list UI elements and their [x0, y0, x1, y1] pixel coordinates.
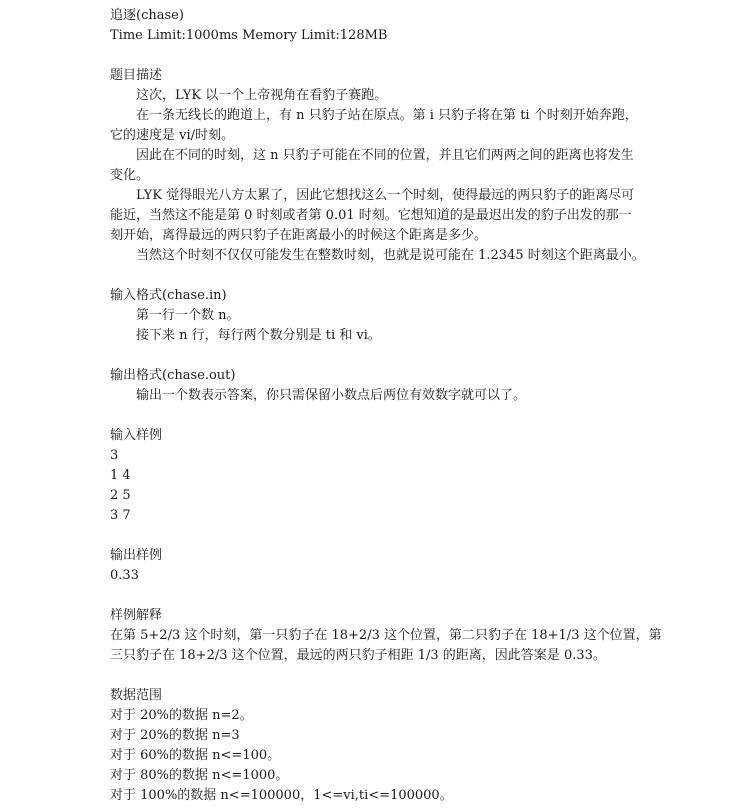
- constraint-line: 对于 20%的数据 n=2。: [110, 708, 253, 723]
- input-format-heading: 输入格式(chase.in): [110, 288, 227, 303]
- description-heading: 题目描述: [110, 68, 163, 83]
- sample-input-line: 3: [110, 448, 119, 463]
- constraint-line: 对于 20%的数据 n=3: [110, 728, 240, 743]
- description-line: 它的速度是 vi/时刻。: [110, 128, 235, 143]
- description-line: 当然这个时刻不仅仅可能发生在整数时刻，也就是说可能在 1.2345 时刻这个距离最小。: [136, 248, 645, 263]
- description-line: 能近，当然这不能是第 0 时刻或者第 0.01 时刻。它想知道的是最迟出发的豹子出发的那一: [110, 208, 632, 223]
- description-line: 变化。: [110, 168, 150, 183]
- input-format-line: 接下来 n 行，每行两个数分别是 ti 和 vi。: [136, 328, 381, 343]
- description-line: 在一条无线长的跑道上，有 n 只豹子站在原点。第 i 只豹子将在第 ti 个时刻开始奔跑，: [136, 108, 638, 123]
- constraint-line: 对于 80%的数据 n<=1000。: [110, 768, 289, 783]
- sample-output-line: 0.33: [110, 568, 139, 583]
- input-format-line: 第一行一个数 n。: [136, 308, 240, 323]
- output-format-heading: 输出格式(chase.out): [110, 368, 236, 383]
- sample-output-heading: 输出样例: [110, 548, 163, 563]
- problem-title: 追逐(chase): [110, 8, 184, 23]
- description-line: 刻开始，离得最远的两只豹子在距离最小的时候这个距离是多少。: [110, 228, 488, 243]
- description-line: LYK 觉得眼光八方太累了，因此它想找这么一个时刻，使得最远的两只豹子的距离尽可: [136, 188, 635, 203]
- description-line: 因此在不同的时刻，这 n 只豹子可能在不同的位置，并且它们两两之间的距离也将发生: [136, 148, 634, 163]
- explanation-line: 三只豹子在 18+2/3 这个位置，最远的两只豹子相距 1/3 的距离，因此答案是 0.33。: [110, 648, 606, 663]
- problem-limits: Time Limit:1000ms Memory Limit:128MB: [110, 28, 388, 43]
- sample-input-heading: 输入样例: [110, 428, 163, 443]
- explanation-heading: 样例解释: [110, 608, 163, 623]
- sample-input-line: 3 7: [110, 508, 131, 523]
- explanation-line: 在第 5+2/3 这个时刻，第一只豹子在 18+2/3 这个位置，第二只豹子在 18+1/3 这个位置，第: [110, 628, 662, 643]
- sample-input-line: 2 5: [110, 488, 131, 503]
- output-format-line: 输出一个数表示答案，你只需保留小数点后两位有效数字就可以了。: [136, 388, 527, 403]
- description-line: 这次，LYK 以一个上帝视角在看豹子赛跑。: [136, 88, 388, 103]
- constraints-heading: 数据范围: [110, 688, 163, 703]
- sample-input-line: 1 4: [110, 468, 131, 483]
- constraint-line: 对于 100%的数据 n<=100000，1<=vi,ti<=100000。: [110, 788, 453, 803]
- constraint-line: 对于 60%的数据 n<=100。: [110, 748, 281, 763]
